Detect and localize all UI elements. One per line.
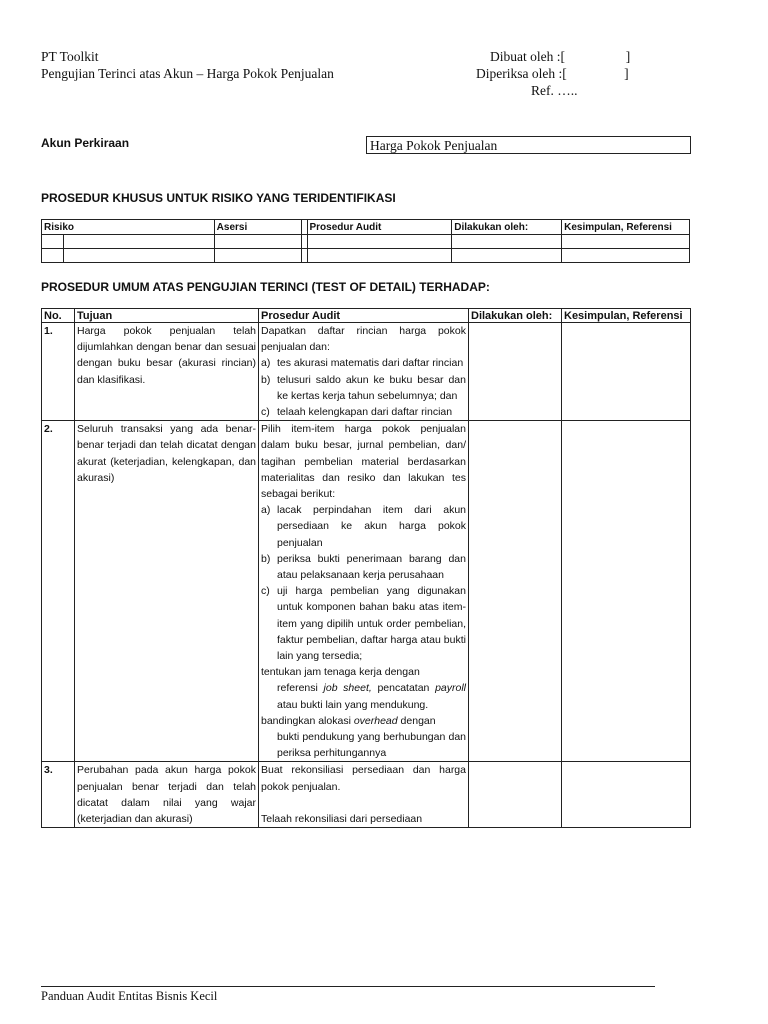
table-cell[interactable] bbox=[63, 249, 214, 263]
row-number: 3. bbox=[42, 762, 75, 828]
table-cell[interactable] bbox=[63, 235, 214, 249]
list-item: a) tes akurasi matematis dari daftar rincian bbox=[261, 357, 464, 370]
list-item: a) lacak perpindahan item dari akun persediaan ke akun harga pokok penjualan bbox=[261, 504, 466, 549]
row-kesimpulan[interactable] bbox=[562, 323, 691, 421]
risk-table-header bbox=[42, 220, 690, 235]
document-subject: Pengujian Terinci atas Akun – Harga Pokok Penjualan bbox=[41, 66, 334, 81]
prosedur-extra-2: bandingkan alokasi overhead dengan bukti pendukung yang berhubungan dan periksa perhitungannya bbox=[261, 714, 466, 760]
section1-title: PROSEDUR KHUSUS UNTUK RISIKO YANG TERIDENTIFIKASI bbox=[41, 191, 396, 205]
list-item: b) telusuri saldo akun ke buku besar dan ke kertas kerja tahun sebelumnya; dan bbox=[261, 373, 466, 402]
table-cell[interactable] bbox=[562, 249, 690, 263]
row-tujuan: Seluruh transaksi yang ada benar-benar terjadi dan telah dicatat dengan akurat (keterjadian, kelengkapan, dan akurasi) bbox=[75, 421, 259, 762]
row-prosedur bbox=[259, 323, 469, 421]
row-dilakukan[interactable] bbox=[469, 762, 562, 828]
table-row bbox=[42, 235, 690, 249]
table-cell[interactable] bbox=[562, 235, 690, 249]
prosedur-intro: Dapatkan daftar rincian harga pokok penjualan dan: bbox=[261, 325, 466, 354]
table-cell[interactable] bbox=[452, 249, 562, 263]
prosedur-intro: Pilih item-item harga pokok penjualan dalam buku besar, jurnal pembelian, dan/ tagihan pembelian material berdasarkan materialitas dan resiko dan lakukan tes sebagai berikut: bbox=[261, 423, 466, 501]
table-row bbox=[42, 421, 691, 762]
table-cell[interactable] bbox=[452, 235, 562, 249]
row-tujuan: Perubahan pada akun harga pokok penjualan benar terjadi dan telah dicatat dalam nilai yang wajar (keterjadian dan akurasi) bbox=[75, 762, 259, 828]
row-prosedur bbox=[259, 762, 469, 828]
risk-table bbox=[41, 219, 690, 263]
row-tujuan: Harga pokok penjualan telah dijumlahkan dengan benar dan sesuai dengan buku besar (akurasi rincian) dan klasifikasi. bbox=[75, 323, 259, 421]
row-dilakukan[interactable] bbox=[469, 421, 562, 762]
procedure-table-header bbox=[42, 309, 691, 323]
akun-value-box: Harga Pokok Penjualan bbox=[366, 136, 691, 154]
row-kesimpulan[interactable] bbox=[562, 762, 691, 828]
table-cell[interactable] bbox=[307, 235, 452, 249]
row-number: 1. bbox=[42, 323, 75, 421]
header-no: No. bbox=[42, 309, 75, 323]
table-cell[interactable] bbox=[214, 235, 301, 249]
section2-title: PROSEDUR UMUM ATAS PENGUJIAN TERINCI (TEST OF DETAIL) TERHADAP: bbox=[41, 280, 490, 294]
checked-by-field: Diperiksa oleh :[ ] bbox=[476, 66, 629, 81]
header-kesimpulan: Kesimpulan, Referensi bbox=[562, 309, 691, 323]
company-name: PT Toolkit bbox=[41, 49, 99, 64]
risk-header-prosedur: Prosedur Audit bbox=[307, 220, 452, 235]
table-cell[interactable] bbox=[307, 249, 452, 263]
made-by-field: Dibuat oleh :[ ] bbox=[490, 49, 631, 64]
risk-header-kesimpulan: Kesimpulan, Referensi bbox=[562, 220, 690, 235]
row-number: 2. bbox=[42, 421, 75, 762]
list-item: c) telaah kelengkapan dari daftar rincian bbox=[261, 406, 453, 419]
table-cell[interactable] bbox=[42, 235, 64, 249]
procedure-table bbox=[41, 308, 691, 828]
row-kesimpulan[interactable] bbox=[562, 421, 691, 762]
prosedur-intro: Buat rekonsiliasi persediaan dan harga pokok penjualan. bbox=[261, 764, 466, 793]
risk-header-asersi: Asersi bbox=[214, 220, 301, 235]
row-dilakukan[interactable] bbox=[469, 323, 562, 421]
header-tujuan: Tujuan bbox=[75, 309, 259, 323]
table-cell[interactable] bbox=[214, 249, 301, 263]
risk-header-risiko: Risiko bbox=[42, 220, 215, 235]
row-prosedur bbox=[259, 421, 469, 762]
table-row bbox=[42, 762, 691, 828]
header-prosedur: Prosedur Audit bbox=[259, 309, 469, 323]
table-cell[interactable] bbox=[42, 249, 64, 263]
table-row bbox=[42, 249, 690, 263]
header-dilakukan: Dilakukan oleh: bbox=[469, 309, 562, 323]
ref-field: Ref. ….. bbox=[531, 83, 578, 98]
risk-header-dilakukan: Dilakukan oleh: bbox=[452, 220, 562, 235]
list-item: c) uji harga pembelian yang digunakan untuk komponen bahan baku atas item-item yang dipilih untuk order pembelian, faktur pembelian, daftar harga atau bukti lain yang tersedia; bbox=[261, 585, 466, 663]
table-row bbox=[42, 323, 691, 421]
list-item: b) periksa bukti penerimaan barang dan atau pelaksanaan kerja perusahaan bbox=[261, 552, 466, 582]
footer-divider bbox=[41, 986, 655, 987]
prosedur-extra-1: tentukan jam tenaga kerja dengan referensi job sheet, pencatatan payroll atau bukti lain yang mendukung. bbox=[261, 666, 466, 711]
footer-text: Panduan Audit Entitas Bisnis Kecil bbox=[41, 989, 218, 1003]
prosedur-intro-2: Telaah rekonsiliasi dari persediaan bbox=[261, 812, 423, 825]
akun-label: Akun Perkiraan bbox=[41, 136, 130, 150]
